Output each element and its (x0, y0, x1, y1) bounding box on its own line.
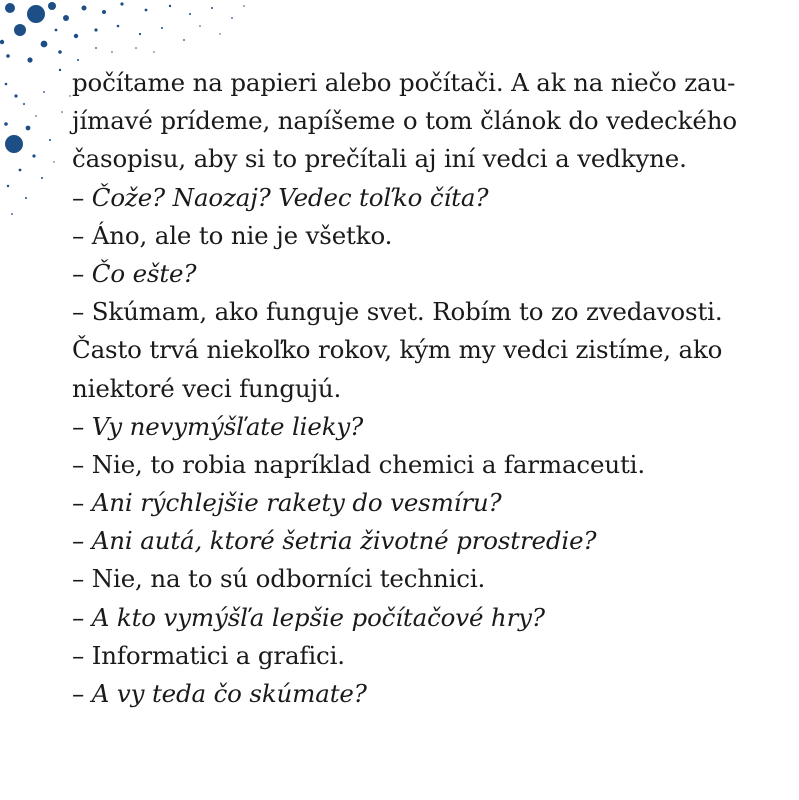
text-line: – Informatici a grafici. (72, 640, 345, 670)
dialogue-question-line: – Čo ešte? (72, 258, 197, 288)
body-text (72, 64, 752, 713)
text-line: – Nie, to robia napríklad chemici a farmaceuti. (72, 449, 645, 479)
text-line: – Áno, ale to nie je všetko. (72, 220, 393, 250)
text-line: počítame na papieri alebo počítači. A ak na niečo zau- (72, 68, 736, 97)
text-line: niektoré veci fungujú. (72, 373, 342, 403)
text-line: – Skúmam, ako funguje svet. Robím to zo zvedavosti. (72, 297, 723, 327)
dialogue-question-line: – A kto vymýšľa lepšie počítačové hry? (72, 602, 545, 632)
dialogue-question-line: – Ani autá, ktoré šetria životné prostredie? (72, 526, 597, 556)
dialogue-question-line: – A vy teda čo skúmate? (72, 679, 367, 708)
text-line: jímavé prídeme, napíšeme o tom článok do vedeckého (72, 106, 737, 136)
dialogue-question-line: – Vy nevymýšľate lieky? (72, 411, 364, 441)
text-line: Často trvá niekoľko rokov, kým my vedci zistíme, ako (72, 335, 723, 365)
text-line: časopisu, aby si to prečítali aj iní vedci a vedkyne. (72, 144, 687, 174)
dialogue-question-line: – Čože? Naozaj? Vedec toľko číta? (72, 182, 489, 212)
dialogue-question-line: – Ani rýchlejšie rakety do vesmíru? (72, 488, 502, 518)
text-line: – Nie, na to sú odborníci technici. (72, 564, 486, 594)
